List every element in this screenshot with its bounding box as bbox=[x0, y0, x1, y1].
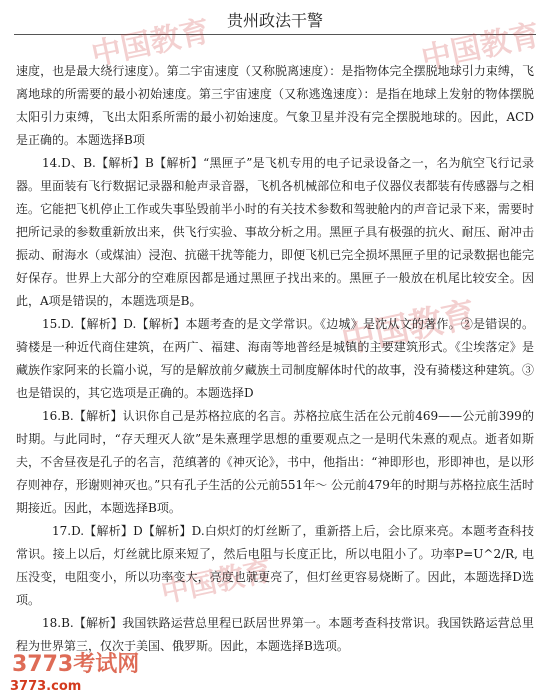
answer-15: 15.D.【解析】D.【解析】本题考查的是文学常识。《边城》是沈从文的著作。②是错误的。骑楼是一种近代商住建筑，在两广、福建、海南等地普经是城镇的主要建筑形式。《尘埃落定》是藏族作家阿来的长篇小说，写的是解放前夕藏族土司制度解体时代的故事，没有骑楼这种建筑。③也是错误的，其它选项是正确的。本题选择D bbox=[16, 317, 534, 400]
answer-14: 14.D、B.【解析】B【解析】“黑匣子”是飞机专用的电子记录设备之一，名为航空飞行记录器。里面装有飞行数据记录器和舱声录音器，飞机各机械部位和电子仪器仪表都装有传感器与之相连。它能把飞机停止工作或失事坠毁前半小时的有关技术参数和驾驶舱内的声音记录下来，需要时把所记录的参数重新放出来，供飞行实验、事故分析之用。黑匣子具有极强的抗火、耐压、耐冲击振动、耐海水（或煤油）浸泡、抗磁干扰等能力，即便飞机已完全损坏黑匣子里的记录数据也能完好保存。世界上大部分的空难原因都是通过黑匣子找出来的。黑匣子一般放在机尾比较安全。因此，A项是错误的，本题选项是B。 bbox=[16, 156, 534, 308]
answer-18: 18.B.【解析】我国铁路运营总里程已跃居世界第一。本题考查科技常识。我国铁路运营总里程为世界第三，仅次于美国、俄罗斯。因此，本题选择B选项。 bbox=[16, 616, 534, 653]
header-divider bbox=[14, 34, 536, 35]
answer-explanations bbox=[16, 60, 534, 658]
answer-16: 16.B.【解析】认识你自己是苏格拉底的名言。苏格拉底生活在公元前469——公元前399的时期。与此同时，“存天理灭人欲”是朱熹理学思想的重要观点之一是明代朱熹的观点。逝者如斯夫，不舍昼夜是孔子的名言，范缜著的《神灭论》，书中，他指出：“神即形也，形即神也，是以形存则神存，形谢则神灭也。”只有孔子生活的公元前551年～ 公元前479年的时期与苏格拉底生活时期接近。因此，本题选择B项。 bbox=[16, 409, 534, 515]
page-title: 贵州政法干警 bbox=[226, 11, 323, 30]
answer-17: 17.D.【解析】D【解析】D.白炽灯的灯丝断了，重新搭上后，会比原来亮。本题考查科技常识。接上以后，灯丝就比原来短了，然后电阻与长度正比，所以电阻小了。功率P=U^2/R, 电压没变，电阻变小，所以功率变大，亮度也就更亮了，但灯丝更容易烧断了。因此，本题选择D选项。 bbox=[16, 524, 534, 607]
site-url: 3773.com bbox=[10, 679, 82, 694]
page-header bbox=[0, 0, 550, 42]
watermark: 中国教育 bbox=[88, 13, 214, 74]
site-logo: 3773考试网 bbox=[12, 652, 140, 677]
watermark: 中国教育 bbox=[418, 17, 544, 78]
paragraph-continuation: 速度，也是最大绕行速度）。第二宇宙速度（又称脱离速度）：是指物体完全摆脱地球引力束缚，飞离地球的所需要的最小初始速度。第三宇宙速度（又称逃逸速度）：是指在地球上发射的物体摆脱太阳引力束缚，飞出太阳系所需的最小初始速度。气象卫星并没有完全摆脱地球的。因此，ACD是正确的。本题选择B项 bbox=[16, 64, 534, 147]
watermark: 中国教育 bbox=[338, 294, 480, 362]
watermark: 中国教育 bbox=[158, 553, 275, 610]
